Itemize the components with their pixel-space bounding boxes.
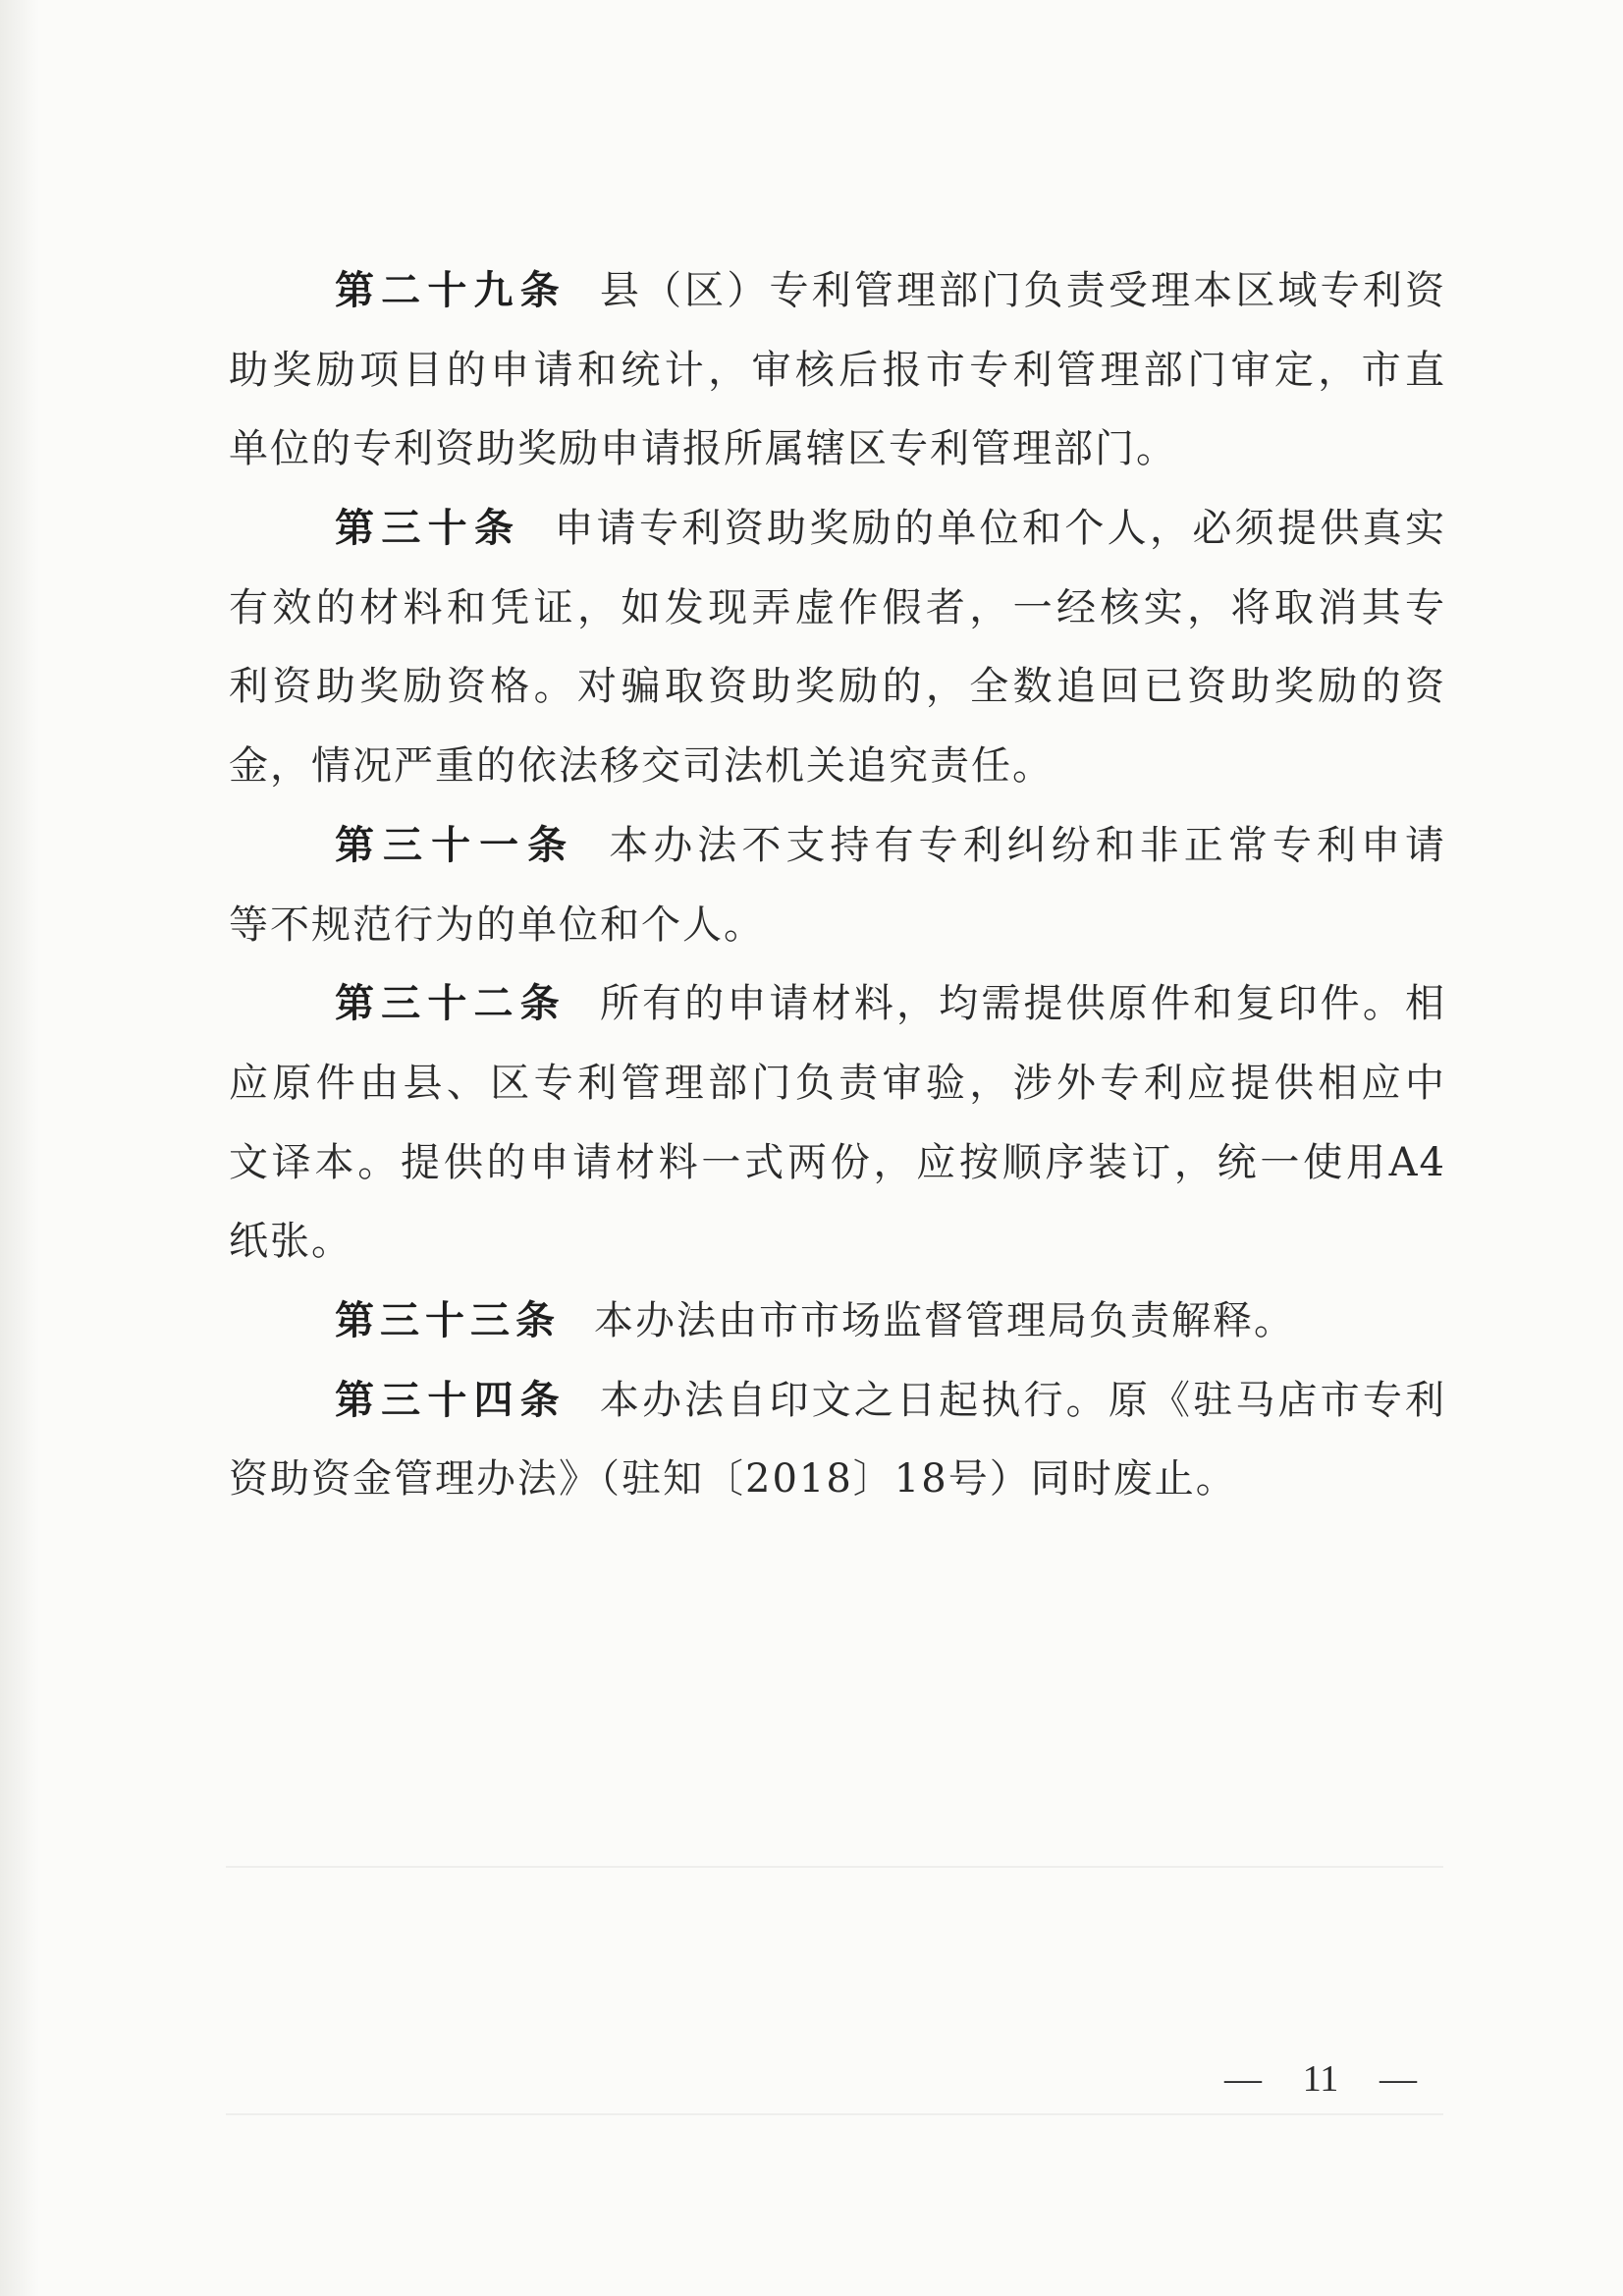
text-line <box>229 1123 1446 1203</box>
article-heading: 第三十二条 <box>335 980 567 1027</box>
text-line <box>229 1044 1446 1123</box>
line-text: 有效的材料和凭证，如发现弄虚作假者，一经核实，将取消其专 <box>229 584 1446 630</box>
document-body <box>229 251 1446 1519</box>
article-heading: 第三十条 <box>335 505 521 552</box>
text-line <box>229 489 1446 569</box>
text-line <box>229 331 1446 410</box>
text-line <box>229 569 1446 648</box>
article-paragraph <box>229 489 1446 806</box>
line-text: 利资助奖励资格。对骗取资助奖励的，全数追回已资助奖励的资 <box>229 664 1446 710</box>
dash-right: — <box>1380 2058 1417 2100</box>
text-line <box>229 727 1446 806</box>
scan-edge-shadow <box>0 0 39 2296</box>
text-line <box>229 1202 1446 1282</box>
text-line <box>229 251 1446 331</box>
text-line <box>229 964 1446 1044</box>
line-text: 应原件由县、区专利管理部门负责审验，涉外专利应提供相应中 <box>229 1060 1446 1106</box>
article-heading: 第三十一条 <box>335 821 576 868</box>
line-text: 文译本。提供的申请材料一式两份，应按顺序装订，统一使用A4 <box>229 1139 1446 1185</box>
article-heading: 第三十四条 <box>335 1376 567 1423</box>
line-text: 助奖励项目的申请和统计，审核后报市专利管理部门审定，市直 <box>229 347 1446 393</box>
text-line <box>229 410 1446 489</box>
line-text: 单位的专利资助奖励申请报所属辖区专利管理部门。 <box>229 426 1177 472</box>
article-paragraph <box>229 1361 1446 1519</box>
article-paragraph <box>229 964 1446 1282</box>
article-paragraph <box>229 806 1446 964</box>
page-number: 11 <box>1302 2058 1339 2100</box>
line-text: 本办法自印文之日起执行。原《驻马店市专利 <box>599 1377 1447 1423</box>
dash-left: — <box>1224 2058 1262 2100</box>
text-line <box>229 806 1446 886</box>
line-text: 纸张。 <box>229 1219 352 1265</box>
text-line <box>229 1282 1446 1361</box>
article-paragraph <box>229 1282 1446 1361</box>
line-text: 金，情况严重的依法移交司法机关追究责任。 <box>229 743 1054 790</box>
text-line <box>229 1361 1446 1441</box>
text-line <box>229 647 1446 727</box>
line-text: 等不规范行为的单位和个人。 <box>229 902 765 948</box>
line-text: 县（区）专利管理部门负责受理本区域专利资 <box>599 268 1447 313</box>
line-text: 本办法由市市场监督管理局负责解释。 <box>594 1297 1295 1343</box>
text-line <box>229 886 1446 965</box>
line-text: 所有的申请材料，均需提供原件和复印件。相 <box>599 981 1447 1027</box>
text-line <box>229 1440 1446 1519</box>
article-heading: 第二十九条 <box>335 267 567 313</box>
line-text: 本办法不支持有专利纠纷和非正常专利申请 <box>609 822 1447 868</box>
article-paragraph <box>229 251 1446 489</box>
line-text: 资助资金管理办法》（驻知〔2018〕18号）同时废止。 <box>229 1456 1237 1503</box>
page-number-footer <box>1224 2057 1417 2101</box>
line-text: 申请专利资助奖励的单位和个人，必须提供真实 <box>554 506 1447 552</box>
article-heading: 第三十三条 <box>335 1296 561 1343</box>
